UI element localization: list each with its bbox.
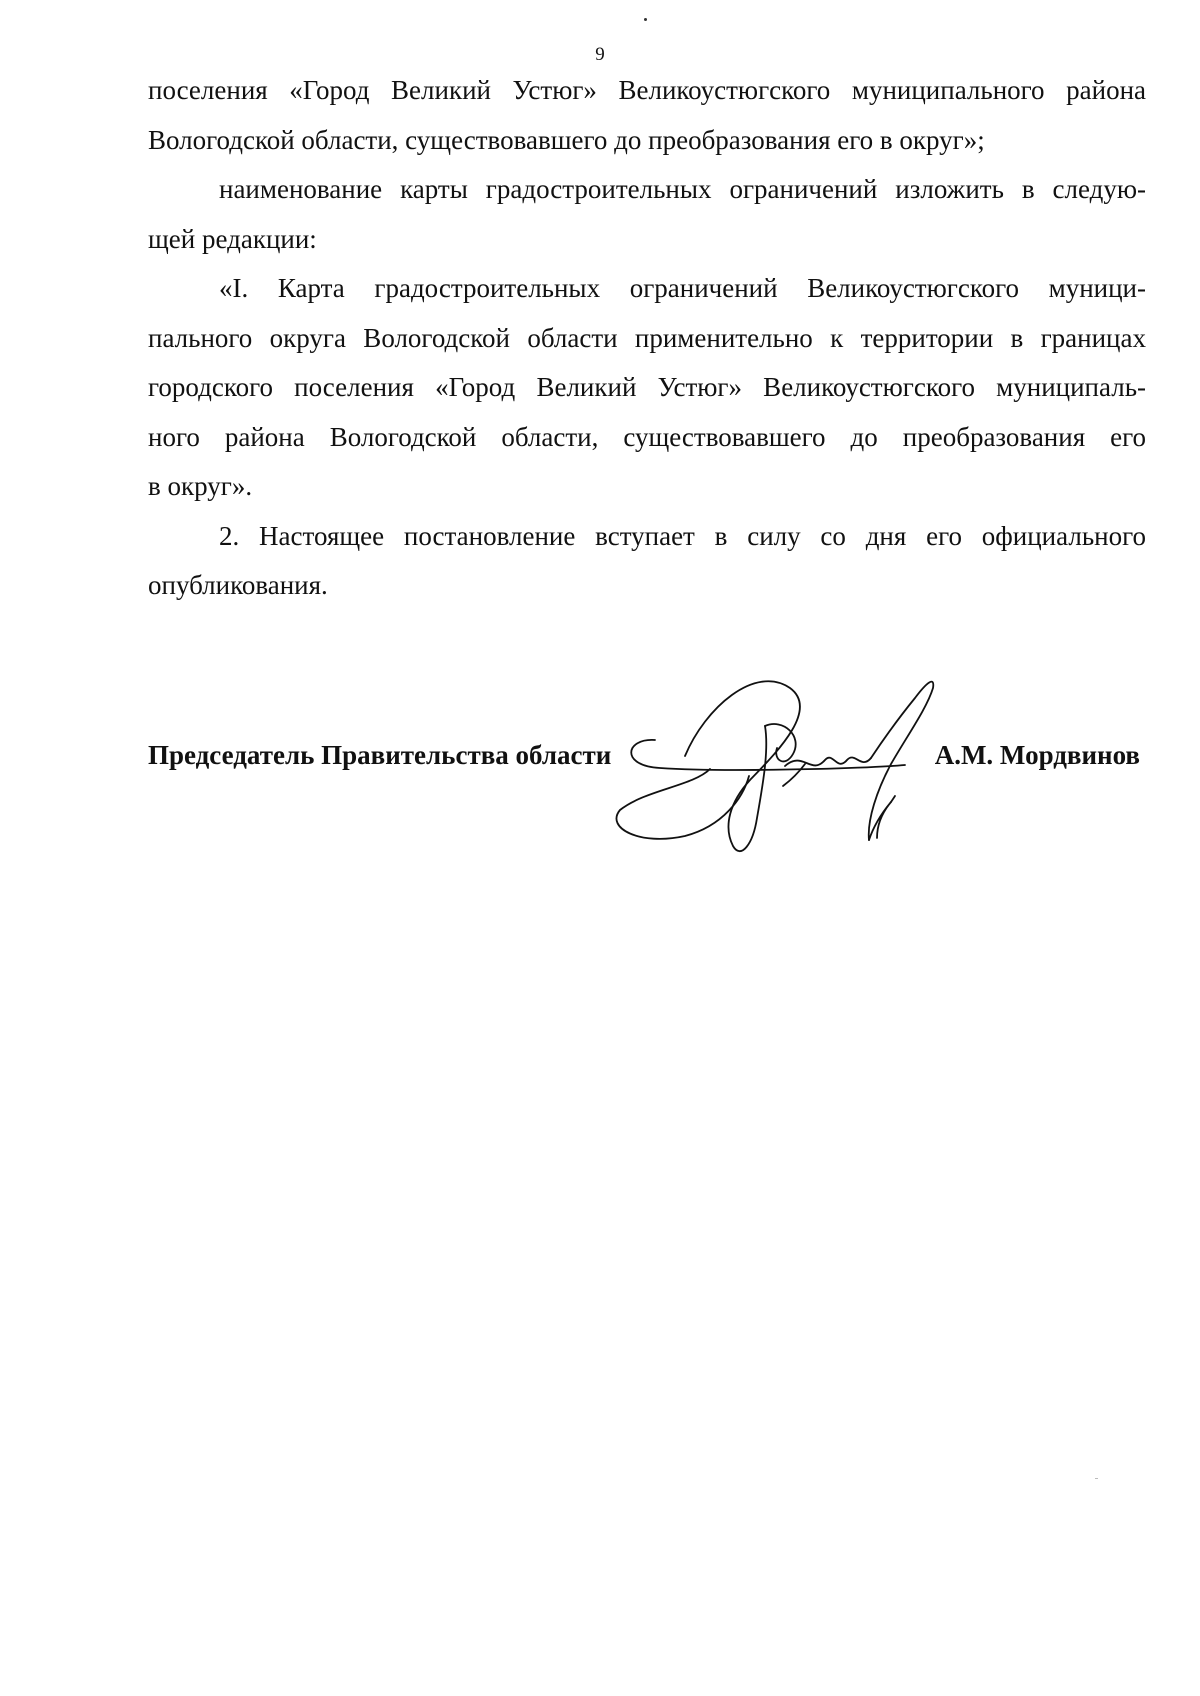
scan-artifact xyxy=(1095,1478,1098,1479)
text-line: щей редакции: xyxy=(148,223,317,254)
document-body xyxy=(148,66,1146,611)
paragraph-map-title-instruction xyxy=(148,165,1146,264)
text-line: «I. Карта градостроительных ограничений Великоустюгского муници- xyxy=(219,273,1146,303)
text-line: ного района Вологодской области, существовавшего до преобразования его xyxy=(148,421,1146,452)
paragraph-continuation xyxy=(148,66,1146,165)
signatory-name: А.М. Мордвинов xyxy=(934,740,1140,770)
signature-block xyxy=(148,740,1146,780)
text-line: опубликования. xyxy=(148,570,328,600)
text-line: наименование карты градостроительных ограничений изложить в следую- xyxy=(219,174,1146,204)
text-line: городского поселения «Город Великий Устюг» Великоустюгского муниципаль- xyxy=(148,372,1146,402)
signatory-role: Председатель Правительства области xyxy=(148,740,612,770)
scan-tick-mark xyxy=(644,18,647,21)
text-line: пального округа Вологодской области применительно к территории в границах xyxy=(148,322,1146,353)
text-line: 2. Настоящее постановление вступает в силу со дня его официального xyxy=(219,520,1146,551)
paragraph-effective-date xyxy=(148,512,1146,611)
page-number: 9 xyxy=(595,44,605,65)
paragraph-map-title xyxy=(148,264,1146,512)
text-line: Вологодской области, существовавшего до преобразования его в округ»; xyxy=(148,124,985,155)
text-line: в округ». xyxy=(148,471,253,501)
text-line: поселения «Город Великий Устюг» Великоустюгского муниципального района xyxy=(148,75,1146,105)
